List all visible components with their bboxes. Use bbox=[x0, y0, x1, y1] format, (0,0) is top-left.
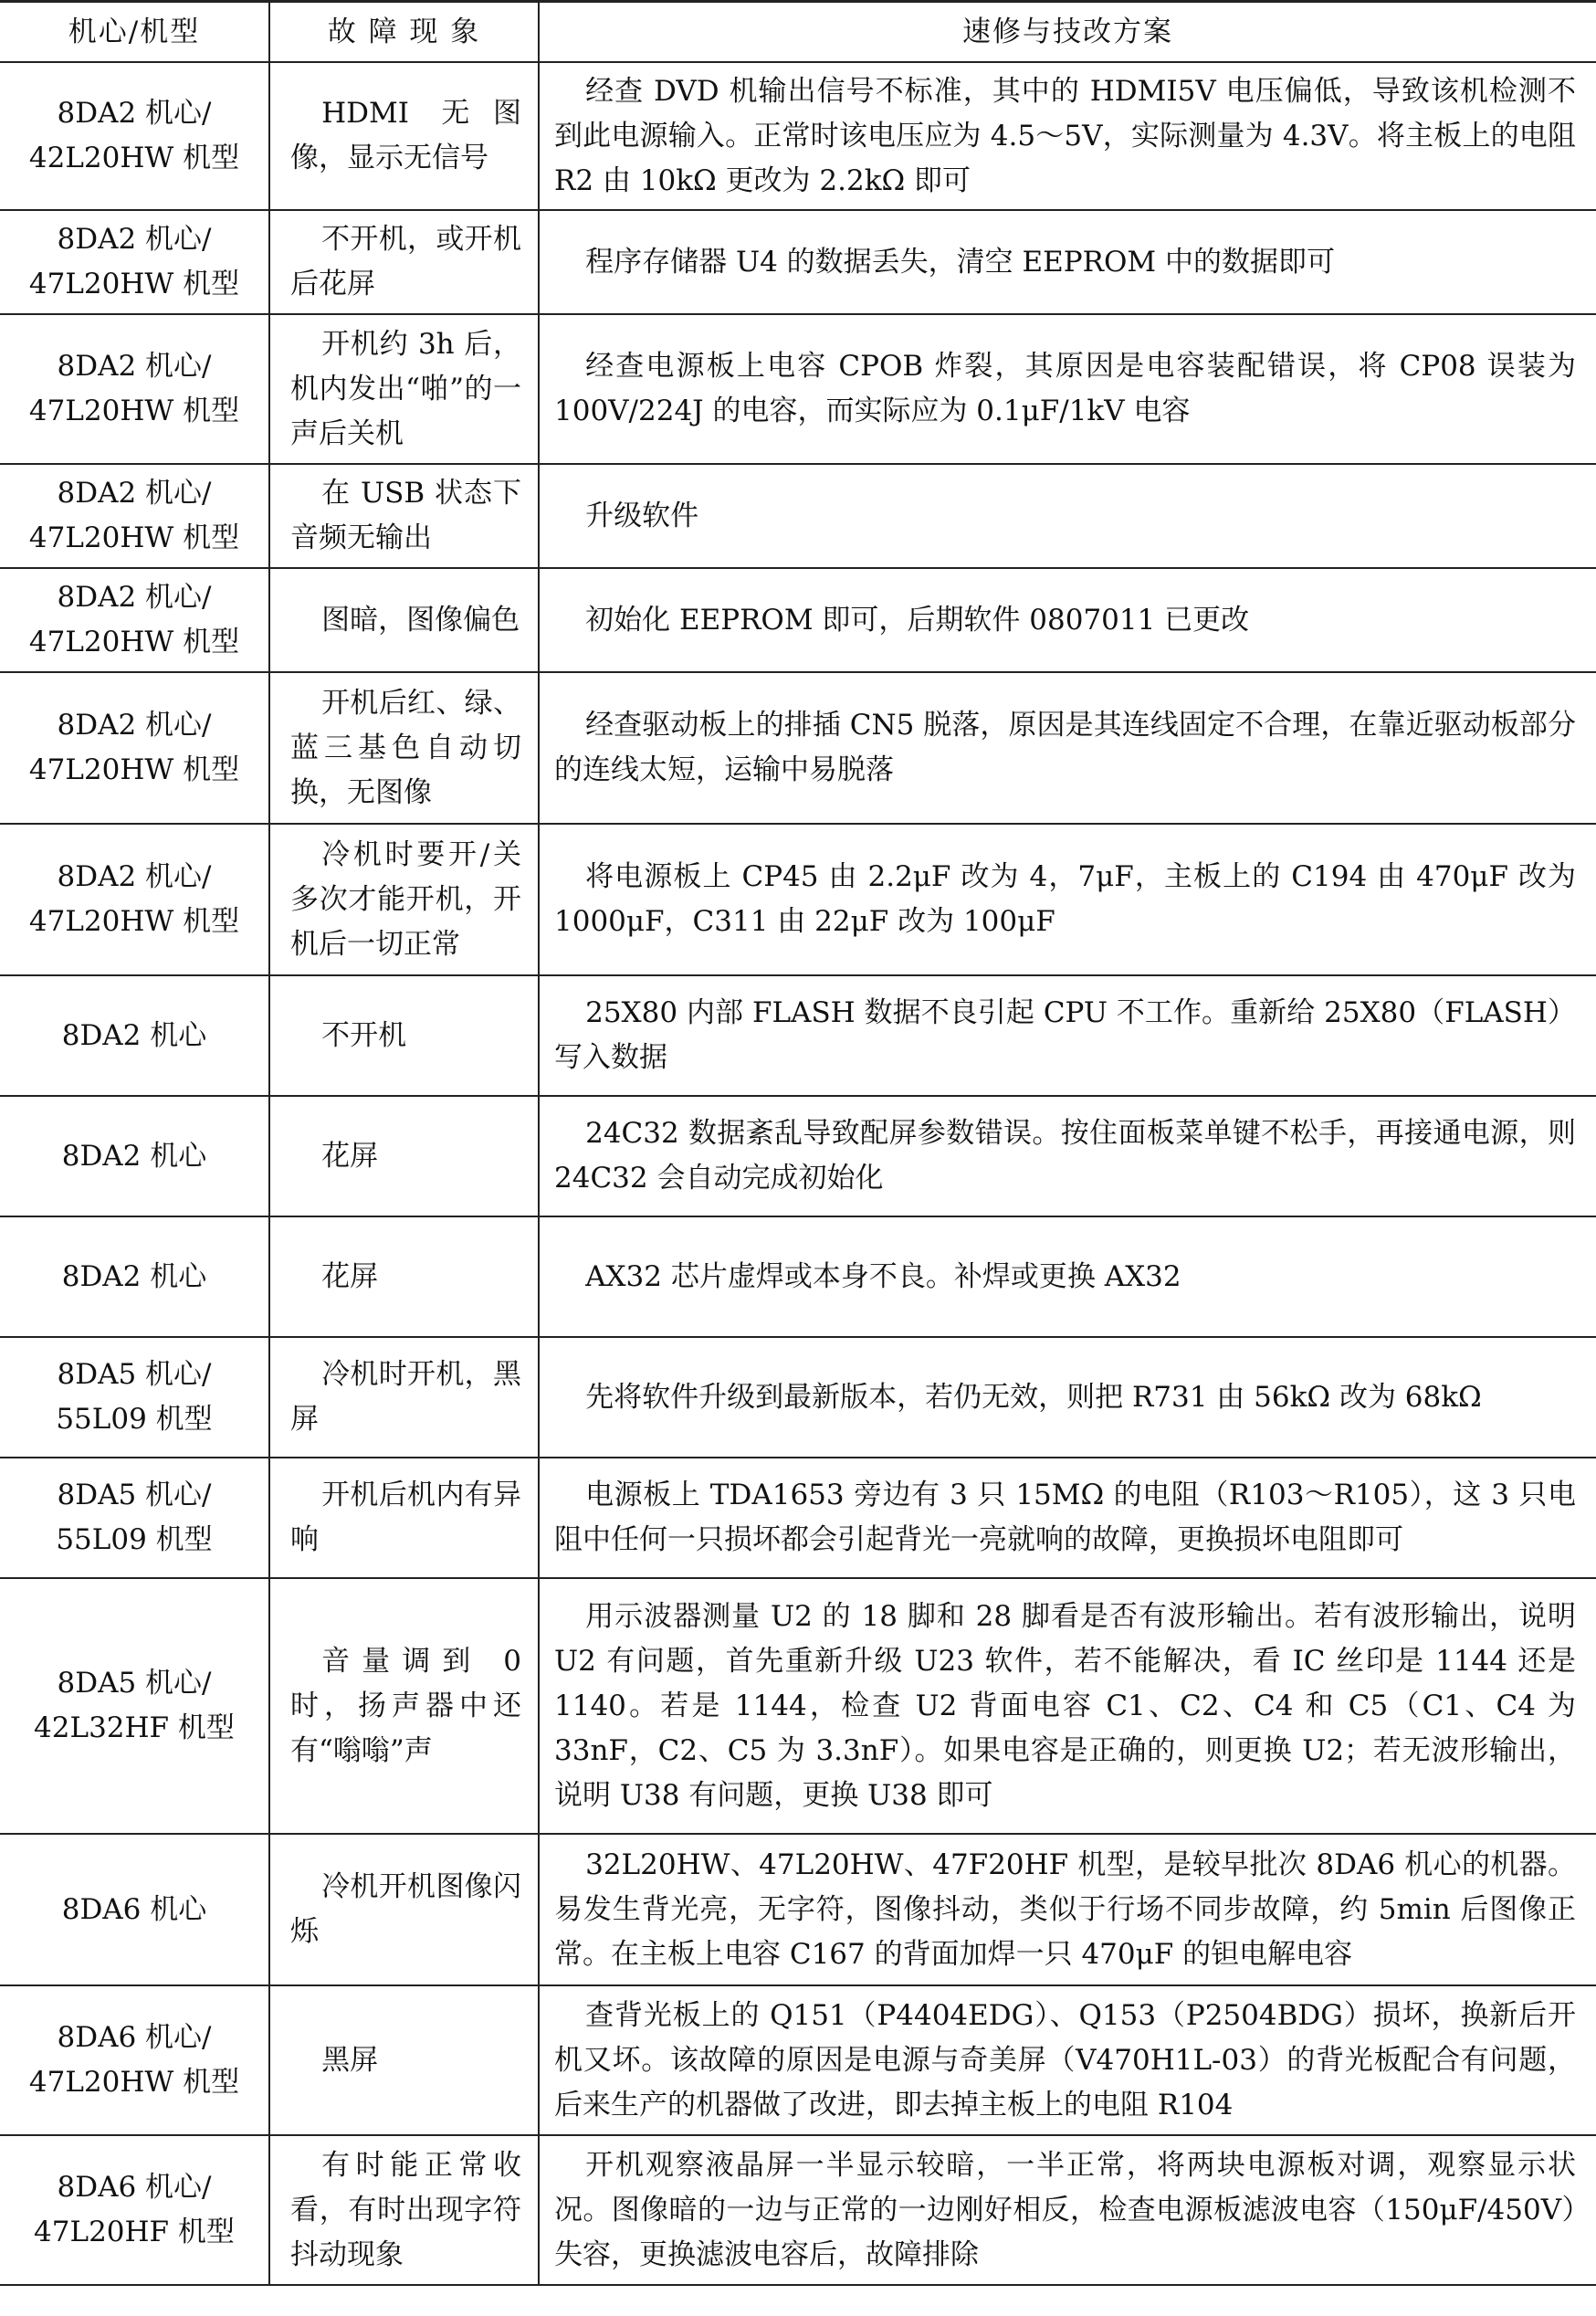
cell-fix: 初始化 EEPROM 即可，后期软件 0807011 已更改 bbox=[539, 568, 1596, 672]
cell-fault: 黑屏 bbox=[269, 1985, 539, 2135]
cell-fault: 花屏 bbox=[269, 1096, 539, 1216]
cell-model: 8DA2 机心/ 47L20HW 机型 bbox=[0, 314, 269, 464]
cell-model: 8DA5 机心/ 55L09 机型 bbox=[0, 1337, 269, 1458]
cell-model: 8DA2 机心/ 47L20HW 机型 bbox=[0, 568, 269, 672]
table-row bbox=[0, 62, 1596, 210]
cell-fault: 不开机 bbox=[269, 975, 539, 1096]
cell-model: 8DA2 机心/ 42L20HW 机型 bbox=[0, 62, 269, 210]
cell-fault: 冷机开机图像闪烁 bbox=[269, 1834, 539, 1985]
cell-fault: 开机后红、绿、蓝三基色自动切换，无图像 bbox=[269, 672, 539, 824]
table-row bbox=[0, 1458, 1596, 1578]
cell-fix: 程序存储器 U4 的数据丢失，清空 EEPROM 中的数据即可 bbox=[539, 210, 1596, 314]
cell-fault: 开机约 3h 后，机内发出“啪”的一声后关机 bbox=[269, 314, 539, 464]
cell-model: 8DA5 机心/ 55L09 机型 bbox=[0, 1458, 269, 1578]
cell-fault: 冷机时开机，黑屏 bbox=[269, 1337, 539, 1458]
cell-model: 8DA2 机心/ 47L20HW 机型 bbox=[0, 824, 269, 975]
table-row bbox=[0, 568, 1596, 672]
cell-fix: 经查电源板上电容 CPOB 炸裂，其原因是电容装配错误，将 CP08 误装为 100V/224J 的电容，而实际应为 0.1μF/1kV 电容 bbox=[539, 314, 1596, 464]
cell-model: 8DA2 机心/ 47L20HW 机型 bbox=[0, 672, 269, 824]
cell-model: 8DA5 机心/ 42L32HF 机型 bbox=[0, 1578, 269, 1834]
table-row bbox=[0, 975, 1596, 1096]
table-row bbox=[0, 1096, 1596, 1216]
cell-fix: AX32 芯片虚焊或本身不良。补焊或更换 AX32 bbox=[539, 1216, 1596, 1337]
header-row bbox=[0, 2, 1596, 63]
cell-fault: 花屏 bbox=[269, 1216, 539, 1337]
table-row bbox=[0, 464, 1596, 568]
cell-fix: 升级软件 bbox=[539, 464, 1596, 568]
table-row bbox=[0, 210, 1596, 314]
cell-fault: 冷机时要开/关多次才能开机，开机后一切正常 bbox=[269, 824, 539, 975]
cell-fault: 在 USB 状态下音频无输出 bbox=[269, 464, 539, 568]
cell-model: 8DA6 机心 bbox=[0, 1834, 269, 1985]
header-fix: 速修与技改方案 bbox=[539, 2, 1596, 63]
cell-fault: 不开机，或开机后花屏 bbox=[269, 210, 539, 314]
cell-fix: 将电源板上 CP45 由 2.2μF 改为 4，7μF，主板上的 C194 由 470μF 改为 1000μF，C311 由 22μF 改为 100μF bbox=[539, 824, 1596, 975]
cell-model: 8DA2 机心/ 47L20HW 机型 bbox=[0, 464, 269, 568]
header-model: 机心/机型 bbox=[0, 2, 269, 63]
cell-fault: 音量调到 0 时，扬声器中还有“嗡嗡”声 bbox=[269, 1578, 539, 1834]
cell-model: 8DA2 机心 bbox=[0, 1096, 269, 1216]
cell-model: 8DA6 机心/ 47L20HF 机型 bbox=[0, 2135, 269, 2285]
cell-fix: 电源板上 TDA1653 旁边有 3 只 15MΩ 的电阻（R103～R105），这 3 只电阻中任何一只损坏都会引起背光一亮就响的故障，更换损坏电阻即可 bbox=[539, 1458, 1596, 1578]
table-row bbox=[0, 1216, 1596, 1337]
table-row bbox=[0, 672, 1596, 824]
cell-model: 8DA2 机心 bbox=[0, 975, 269, 1096]
cell-fault: 开机后机内有异响 bbox=[269, 1458, 539, 1578]
cell-model: 8DA2 机心 bbox=[0, 1216, 269, 1337]
table-row bbox=[0, 824, 1596, 975]
cell-fix: 开机观察液晶屏一半显示较暗，一半正常，将两块电源板对调，观察显示状况。图像暗的一边与正常的一边刚好相反，检查电源板滤波电容（150μF/450V）失容，更换滤波电容后，故障排除 bbox=[539, 2135, 1596, 2285]
cell-fault: HDMI 无图像，显示无信号 bbox=[269, 62, 539, 210]
cell-fault: 有时能正常收看，有时出现字符抖动现象 bbox=[269, 2135, 539, 2285]
cell-model: 8DA6 机心/ 47L20HW 机型 bbox=[0, 1985, 269, 2135]
table-header bbox=[0, 2, 1596, 63]
cell-fix: 24C32 数据紊乱导致配屏参数错误。按住面板菜单键不松手，再接通电源，则 24C32 会自动完成初始化 bbox=[539, 1096, 1596, 1216]
cell-model: 8DA2 机心/ 47L20HW 机型 bbox=[0, 210, 269, 314]
table-row bbox=[0, 1834, 1596, 1985]
cell-fix: 32L20HW、47L20HW、47F20HF 机型，是较早批次 8DA6 机心的机器。易发生背光亮，无字符，图像抖动，类似于行场不同步故障，约 5min 后图像正常。在主板上电容 C167 的背面加焊一只 470μF 的钽电解电容 bbox=[539, 1834, 1596, 1985]
cell-fix: 查背光板上的 Q151（P4404EDG）、Q153（P2504BDG）损坏，换新后开机又坏。该故障的原因是电源与奇美屏（V470H1L-03）的背光板配合有问题，后来生产的机器做了改进，即去掉主板上的电阻 R104 bbox=[539, 1985, 1596, 2135]
cell-fix: 用示波器测量 U2 的 18 脚和 28 脚看是否有波形输出。若有波形输出，说明 U2 有问题，首先重新升级 U23 软件，若不能解决，看 IC 丝印是 1144 还是 1140。若是 1144，检查 U2 背面电容 C1、C2、C4 和 C5（C1、C4 为 33nF，C2、C5 为 3.3nF）。如果电容是正确的，则更换 U2；若无波形输出，说明 U38 有问题，更换 U38 即可 bbox=[539, 1578, 1596, 1834]
table-row bbox=[0, 1985, 1596, 2135]
table-body bbox=[0, 62, 1596, 2285]
cell-fault: 图暗，图像偏色 bbox=[269, 568, 539, 672]
cell-fix: 经查驱动板上的排插 CN5 脱落，原因是其连线固定不合理，在靠近驱动板部分的连线太短，运输中易脱落 bbox=[539, 672, 1596, 824]
table-row bbox=[0, 314, 1596, 464]
cell-fix: 经查 DVD 机输出信号不标准，其中的 HDMI5V 电压偏低，导致该机检测不到此电源输入。正常时该电压应为 4.5～5V，实际测量为 4.3V。将主板上的电阻 R2 由 10kΩ 更改为 2.2kΩ 即可 bbox=[539, 62, 1596, 210]
table-row bbox=[0, 1578, 1596, 1834]
cell-fix: 25X80 内部 FLASH 数据不良引起 CPU 不工作。重新给 25X80（FLASH）写入数据 bbox=[539, 975, 1596, 1096]
cell-fix: 先将软件升级到最新版本，若仍无效，则把 R731 由 56kΩ 改为 68kΩ bbox=[539, 1337, 1596, 1458]
table-row bbox=[0, 1337, 1596, 1458]
table-row bbox=[0, 2135, 1596, 2285]
header-fault: 故 障 现 象 bbox=[269, 2, 539, 63]
